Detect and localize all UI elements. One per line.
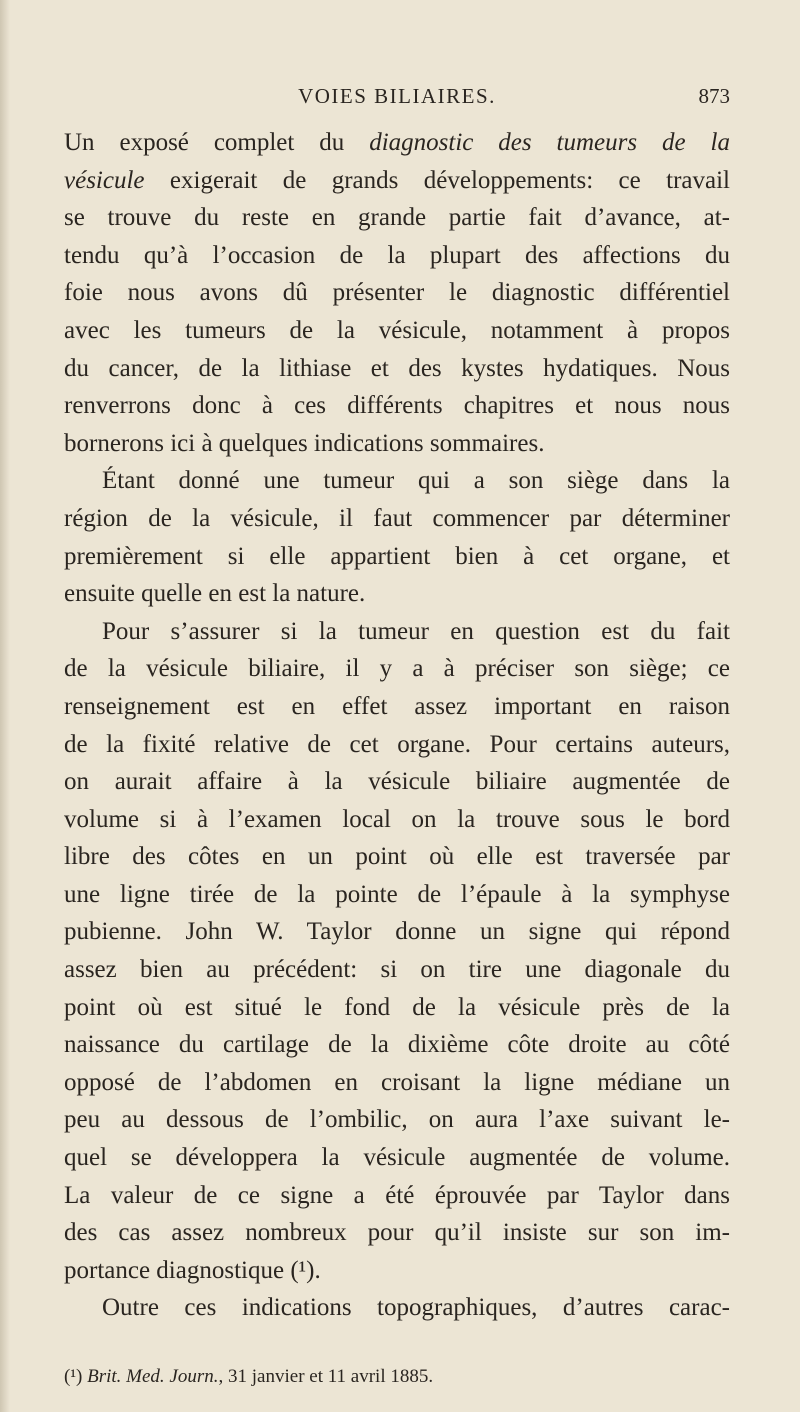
text-segment: premièrement si elle appartient bien à cet organe, et — [64, 542, 730, 570]
text-segment: se trouve du reste en grande partie fait d’avance, at- — [64, 204, 730, 232]
italic-text-segment: vésicule — [64, 166, 145, 194]
running-head — [64, 84, 730, 114]
text-line — [64, 1139, 730, 1177]
text-line — [64, 1214, 730, 1252]
text-line — [64, 500, 730, 538]
text-segment: tendu qu’à l’occasion de la plupart des affections du — [64, 241, 730, 269]
text-line — [64, 763, 730, 801]
text-line — [64, 425, 730, 463]
text-segment: Étant donné une tumeur qui a son siège dans la — [102, 467, 730, 495]
text-segment: La valeur de ce signe a été éprouvée par Taylor dans — [64, 1181, 730, 1209]
running-title: VOIES BILIAIRES. — [298, 84, 496, 108]
text-segment: foie nous avons dû présenter le diagnostic différentiel — [64, 279, 730, 307]
text-segment: quel se développera la vésicule augmentée de volume. — [64, 1144, 730, 1172]
text-line — [64, 838, 730, 876]
text-segment: , 31 janvier et 11 avril 1885. — [218, 1366, 434, 1387]
text-line — [64, 876, 730, 914]
text-segment: peu au dessous de l’ombilic, on aura l’axe suivant le- — [64, 1106, 730, 1134]
footnote — [64, 1364, 730, 1390]
text-segment: assez bien au précédent: si on tire une diagonale du — [64, 956, 730, 984]
text-line — [64, 575, 730, 613]
text-segment: (¹) — [64, 1366, 88, 1387]
text-line — [64, 199, 730, 237]
text-line — [64, 1252, 730, 1290]
text-segment: portance diagnostique (¹). — [64, 1256, 321, 1284]
text-segment: Un exposé complet du — [64, 129, 370, 156]
text-line — [64, 237, 730, 275]
text-segment: ensuite quelle en est la nature. — [64, 580, 366, 608]
text-line — [64, 989, 730, 1027]
text-segment: renverrons donc à ces différents chapitres et nous nous — [64, 392, 730, 420]
text-line — [64, 650, 730, 688]
text-line — [64, 688, 730, 726]
page-binding-shadow — [0, 0, 10, 1412]
text-segment: de la vésicule biliaire, il y a à préciser son siège; ce — [64, 655, 730, 683]
text-line — [64, 462, 730, 500]
text-segment: opposé de l’abdomen en croisant la ligne médiane un — [64, 1068, 730, 1096]
text-line — [64, 1101, 730, 1139]
text-line — [64, 726, 730, 764]
text-segment: avec les tumeurs de la vésicule, notamment à propos — [64, 316, 730, 344]
italic-text-segment: diagnostic des tumeurs de la — [369, 129, 730, 156]
text-line — [64, 124, 730, 162]
text-segment: Pour s’assurer si la tumeur en question est du fait — [102, 617, 730, 645]
text-segment: pubienne. John W. Taylor donne un signe qui répond — [64, 918, 730, 946]
text-line — [64, 1289, 730, 1327]
text-segment: Outre ces indications topographiques, d’autres carac- — [102, 1294, 730, 1322]
text-segment: renseignement est en effet assez important en raison — [64, 692, 730, 720]
text-segment: une ligne tirée de la pointe de l’épaule à la symphyse — [64, 880, 730, 908]
text-line — [64, 1026, 730, 1064]
text-line — [64, 350, 730, 388]
text-line — [64, 913, 730, 951]
text-segment: exigerait de grands développements: ce travail — [144, 166, 730, 194]
text-segment: point où est situé le fond de la vésicule près de la — [64, 993, 730, 1021]
text-segment: de la fixité relative de cet organe. Pour certains auteurs, — [64, 730, 730, 758]
text-segment: bornerons ici à quelques indications sommaires. — [64, 429, 545, 457]
page-number: 873 — [698, 84, 730, 108]
text-segment: on aurait affaire à la vésicule biliaire augmentée de — [64, 768, 730, 796]
text-line — [64, 312, 730, 350]
text-line — [64, 538, 730, 576]
text-line — [64, 1177, 730, 1215]
text-segment: du cancer, de la lithiase et des kystes hydatiques. Nous — [64, 354, 730, 382]
text-line — [64, 1064, 730, 1102]
text-line — [64, 274, 730, 312]
text-segment: région de la vésicule, il faut commencer par déterminer — [64, 504, 730, 532]
text-line — [64, 387, 730, 425]
text-segment: volume si à l’examen local on la trouve sous le bord — [64, 805, 730, 833]
text-line — [64, 951, 730, 989]
text-segment: libre des côtes en un point où elle est traversée par — [64, 843, 730, 871]
text-segment: naissance du cartilage de la dixième côte droite au côté — [64, 1031, 730, 1059]
text-line — [64, 613, 730, 651]
italic-text-segment: Brit. Med. Journ. — [87, 1366, 219, 1387]
text-line — [64, 801, 730, 839]
text-segment: des cas assez nombreux pour qu’il insiste sur son im- — [64, 1219, 730, 1247]
body-text — [64, 124, 730, 1327]
text-line — [64, 162, 730, 200]
